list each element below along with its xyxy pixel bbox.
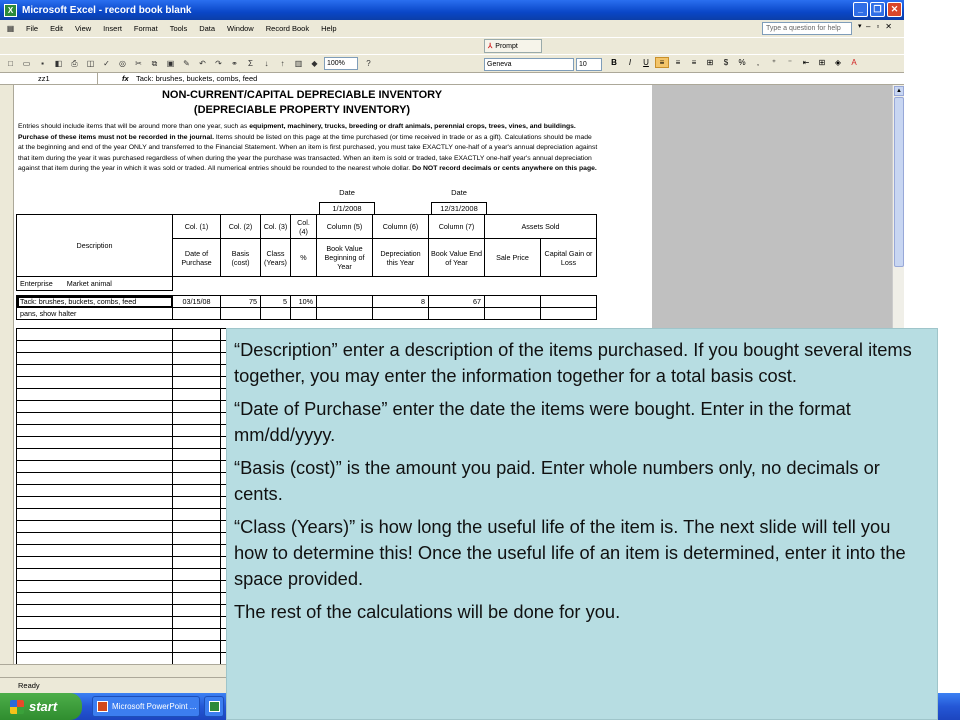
prompt-label: Prompt — [495, 42, 518, 50]
col3-header: Col. (3) — [261, 215, 291, 239]
permission-icon[interactable]: ◧ — [54, 59, 63, 68]
instructions-text-3: Items should be listed on this page at the time purchased (or time received in trade or as a gift). Calculations should be made at the beginning and end of the year ONLY and transferred to the Financial Statement. When an item is first purchased, you must take EXACTLY one-half of a year's annual depreciation against that item during the year it was purchased regardless of when during the year the purchase was transacted. When an item is sold or traded, take EXACTLY one-half year's annual depreciation against that item during the year in which it was sold or traded. All numerical entries should be rounded to the nearest whole dollar. — [18, 133, 598, 172]
menu-window[interactable]: Window — [227, 24, 254, 33]
window-controls — [853, 2, 902, 17]
assets-sold-header: Assets Sold — [485, 215, 597, 239]
menu-bar — [0, 20, 904, 37]
menu-help[interactable]: Help — [321, 24, 337, 33]
bold-icon[interactable]: B — [611, 58, 617, 67]
align-right-icon[interactable]: ≡ — [691, 58, 697, 67]
inventory-table — [16, 214, 597, 320]
prompt-button[interactable] — [484, 39, 542, 53]
instructions-text-1: Entries should include items that will be around more than one year, such as — [18, 123, 250, 130]
sort-descending-icon[interactable]: ↑ — [280, 59, 285, 68]
callout-class-text: “Class (Years)” is how long the useful life of the item is. The next slide will tell you how to determine this! Once the useful life of an item is determined, enter it into the space provided. — [234, 516, 906, 589]
chart-wizard-icon[interactable]: ▥ — [294, 59, 303, 68]
row-headers[interactable] — [0, 85, 14, 677]
date-of-purchase-header: Date of Purchase — [173, 239, 221, 277]
font-size-select[interactable]: 10 — [576, 58, 602, 71]
borders-icon[interactable]: ⊞ — [818, 58, 826, 67]
row1-bv-begin-cell[interactable] — [317, 296, 373, 308]
window-title: Microsoft Excel - record book blank — [22, 4, 192, 16]
print-icon[interactable]: ⎙ — [71, 59, 78, 68]
prompt-toolbar — [0, 37, 904, 54]
excel-icon: X — [4, 4, 17, 17]
comma-icon[interactable]: , — [756, 58, 760, 67]
date-start-cell[interactable]: 1/1/2008 — [319, 202, 375, 215]
basis-header: Basis (cost) — [221, 239, 261, 277]
callout-rest-text: The rest of the calculations will be done for you. — [234, 601, 621, 622]
italic-icon[interactable]: I — [628, 58, 632, 67]
row1-description-cell[interactable]: Tack: brushes, buckets, combs, feed — [17, 296, 173, 308]
menu-insert[interactable]: Insert — [103, 24, 122, 33]
chevron-down-icon[interactable]: ▾ — [858, 23, 862, 30]
save-icon[interactable]: ▪ — [41, 59, 44, 68]
menu-view[interactable]: View — [75, 24, 92, 33]
scroll-up-icon[interactable]: ▲ — [894, 86, 904, 96]
enterprise-value[interactable]: Market animal — [66, 279, 112, 288]
cut-icon[interactable]: ✂ — [135, 59, 142, 68]
capital-gain-header: Capital Gain or Loss — [541, 239, 597, 277]
restore-button[interactable]: ❐ — [870, 2, 885, 17]
inventory-title-line2: (DEPRECIABLE PROPERTY INVENTORY) — [193, 104, 411, 116]
table-row — [17, 308, 597, 320]
print-preview-icon[interactable]: ◫ — [86, 59, 95, 68]
powerpoint-icon — [97, 701, 108, 712]
menu-format[interactable]: Format — [133, 24, 158, 33]
spelling-icon[interactable]: ✓ — [103, 59, 110, 68]
instruction-callout — [226, 328, 938, 720]
formula-bar — [0, 72, 904, 85]
empty-cell[interactable] — [261, 308, 291, 320]
new-icon[interactable]: □ — [8, 59, 13, 68]
depreciation-header: Depreciation this Year — [373, 239, 429, 277]
scroll-thumb[interactable] — [894, 97, 904, 267]
inventory-title — [14, 88, 590, 118]
fx-icon[interactable]: fx — [122, 74, 129, 83]
callout-basis-text: “Basis (cost)” is the amount you paid. Enter whole numbers only, no decimals or cents. — [234, 457, 880, 504]
row1-class-cell[interactable]: 5 — [261, 296, 291, 308]
col1-header: Col. (1) — [173, 215, 221, 239]
hyperlink-icon[interactable]: ⚭ — [231, 59, 238, 68]
empty-cell[interactable] — [317, 308, 373, 320]
copy-icon[interactable]: ⧉ — [151, 59, 158, 68]
status-text: Ready — [18, 681, 40, 690]
window-title-bar — [0, 0, 904, 20]
col5-header: Column (5) — [317, 215, 373, 239]
undo-icon[interactable]: ↶ — [199, 59, 206, 68]
empty-ledger-rows[interactable] — [16, 328, 228, 668]
start-label: start — [29, 699, 58, 714]
instructions-text-4: Do NOT record decimals or cents anywhere on this page. — [412, 165, 597, 172]
font-select[interactable]: Geneva — [484, 58, 574, 71]
row1-date-cell[interactable]: 03/15/08 — [173, 296, 221, 308]
description-header: Description — [17, 215, 173, 277]
callout-date-text: “Date of Purchase” enter the date the items were bought. Enter in the format mm/dd/yyyy. — [234, 398, 851, 445]
empty-cell[interactable] — [221, 308, 261, 320]
start-button[interactable] — [0, 693, 82, 720]
drawing-icon[interactable]: ◆ — [311, 59, 318, 68]
paste-icon[interactable]: ▣ — [166, 59, 175, 68]
increase-decimal-icon[interactable]: ⁺ — [771, 58, 777, 67]
help-icon[interactable]: ? — [366, 59, 371, 68]
zoom-select[interactable]: 100% — [324, 57, 358, 70]
formula-input[interactable]: Tack: brushes, buckets, combs, feed — [136, 74, 258, 83]
col7-header: Column (7) — [429, 215, 485, 239]
book-value-begin-header: Book Value Beginning of Year — [317, 239, 373, 277]
taskbar-excel-button[interactable] — [204, 696, 224, 717]
percent-icon[interactable]: % — [738, 58, 746, 67]
taskbar-powerpoint-button[interactable] — [92, 696, 200, 717]
taskbar-powerpoint-label: Microsoft PowerPoint ... — [112, 702, 197, 711]
underline-icon[interactable]: U — [643, 58, 649, 67]
empty-cell[interactable] — [485, 308, 541, 320]
row1-depreciation-cell[interactable]: 8 — [373, 296, 429, 308]
align-left-icon[interactable]: ≡ — [656, 58, 668, 67]
row1-basis-cell[interactable]: 75 — [221, 296, 261, 308]
empty-cell[interactable] — [541, 308, 597, 320]
merge-center-icon[interactable]: ⊞ — [706, 58, 714, 67]
menu-tools[interactable]: Tools — [169, 24, 188, 33]
book-value-end-header: Book Value End of Year — [429, 239, 485, 277]
inventory-title-line1: NON-CURRENT/CAPITAL DEPRECIABLE INVENTORY — [161, 89, 443, 101]
font-color-icon[interactable]: A — [851, 58, 857, 67]
instructions-text-2: equipment, machinery, trucks, breeding or draft animals, perennial crops, trees, vines, and buildings. Purchase of these items must not be recorded in the journal. — [18, 123, 576, 141]
empty-cell[interactable] — [373, 308, 429, 320]
row1-gain-cell[interactable] — [541, 296, 597, 308]
table-row — [17, 296, 597, 308]
fill-color-icon[interactable]: ◈ — [834, 58, 842, 67]
row1-bv-end-cell[interactable]: 67 — [429, 296, 485, 308]
formatting-toolbar — [608, 58, 860, 67]
empty-cell[interactable] — [291, 308, 317, 320]
row2-description-cell[interactable]: pans, show halter — [17, 308, 173, 320]
row1-percent-cell[interactable]: 10% — [291, 296, 317, 308]
align-center-icon[interactable]: ≡ — [675, 58, 681, 67]
col2-header: Col. (2) — [221, 215, 261, 239]
callout-description-text: “Description” enter a description of the items purchased. If you bought several items together, you may enter the information together for a total basis cost. — [234, 339, 912, 386]
date-end-cell[interactable]: 12/31/2008 — [431, 202, 487, 215]
help-search-input[interactable]: Type a question for help — [762, 22, 852, 35]
menu-file[interactable]: File — [26, 24, 39, 33]
empty-cell[interactable] — [173, 308, 221, 320]
row1-sale-price-cell[interactable] — [485, 296, 541, 308]
enterprise-row[interactable] — [17, 277, 173, 291]
format-painter-icon[interactable]: ✎ — [183, 59, 190, 68]
currency-icon[interactable]: $ — [723, 58, 729, 67]
empty-cell[interactable] — [429, 308, 485, 320]
research-icon[interactable]: ◎ — [119, 59, 126, 68]
standard-toolbar — [0, 54, 904, 72]
pdf-icon: ⅄ — [488, 43, 493, 50]
col4-header: Col. (4) — [291, 215, 317, 239]
decrease-decimal-icon[interactable]: ⁻ — [787, 58, 793, 67]
autosum-icon[interactable]: Σ — [248, 59, 253, 68]
document-window-controls[interactable]: –▫✕ — [866, 22, 898, 31]
name-box[interactable]: zz1 — [14, 73, 98, 85]
date-label-end: Date — [451, 188, 467, 197]
menu-record-book[interactable]: Record Book — [265, 24, 310, 33]
workbook-icon[interactable]: ▦ — [6, 24, 15, 33]
date-label-start: Date — [339, 188, 355, 197]
indent-icon[interactable]: ⇤ — [802, 58, 810, 67]
class-years-header: Class (Years) — [261, 239, 291, 277]
percent-header: % — [291, 239, 317, 277]
open-icon[interactable]: ▭ — [22, 59, 31, 68]
col6-header: Column (6) — [373, 215, 429, 239]
instructions-paragraph — [18, 122, 598, 175]
menu-data[interactable]: Data — [199, 24, 216, 33]
sale-price-header: Sale Price — [485, 239, 541, 277]
minimize-button[interactable]: _ — [853, 2, 868, 17]
sheet-tabs-bar[interactable] — [0, 664, 230, 677]
enterprise-label: Enterprise — [20, 279, 53, 288]
windows-logo-icon — [10, 700, 24, 714]
excel-taskbar-icon — [209, 701, 220, 712]
sort-ascending-icon[interactable]: ↓ — [264, 59, 269, 68]
menu-edit[interactable]: Edit — [50, 24, 64, 33]
close-button[interactable]: ✕ — [887, 2, 902, 17]
redo-icon[interactable]: ↷ — [215, 59, 222, 68]
